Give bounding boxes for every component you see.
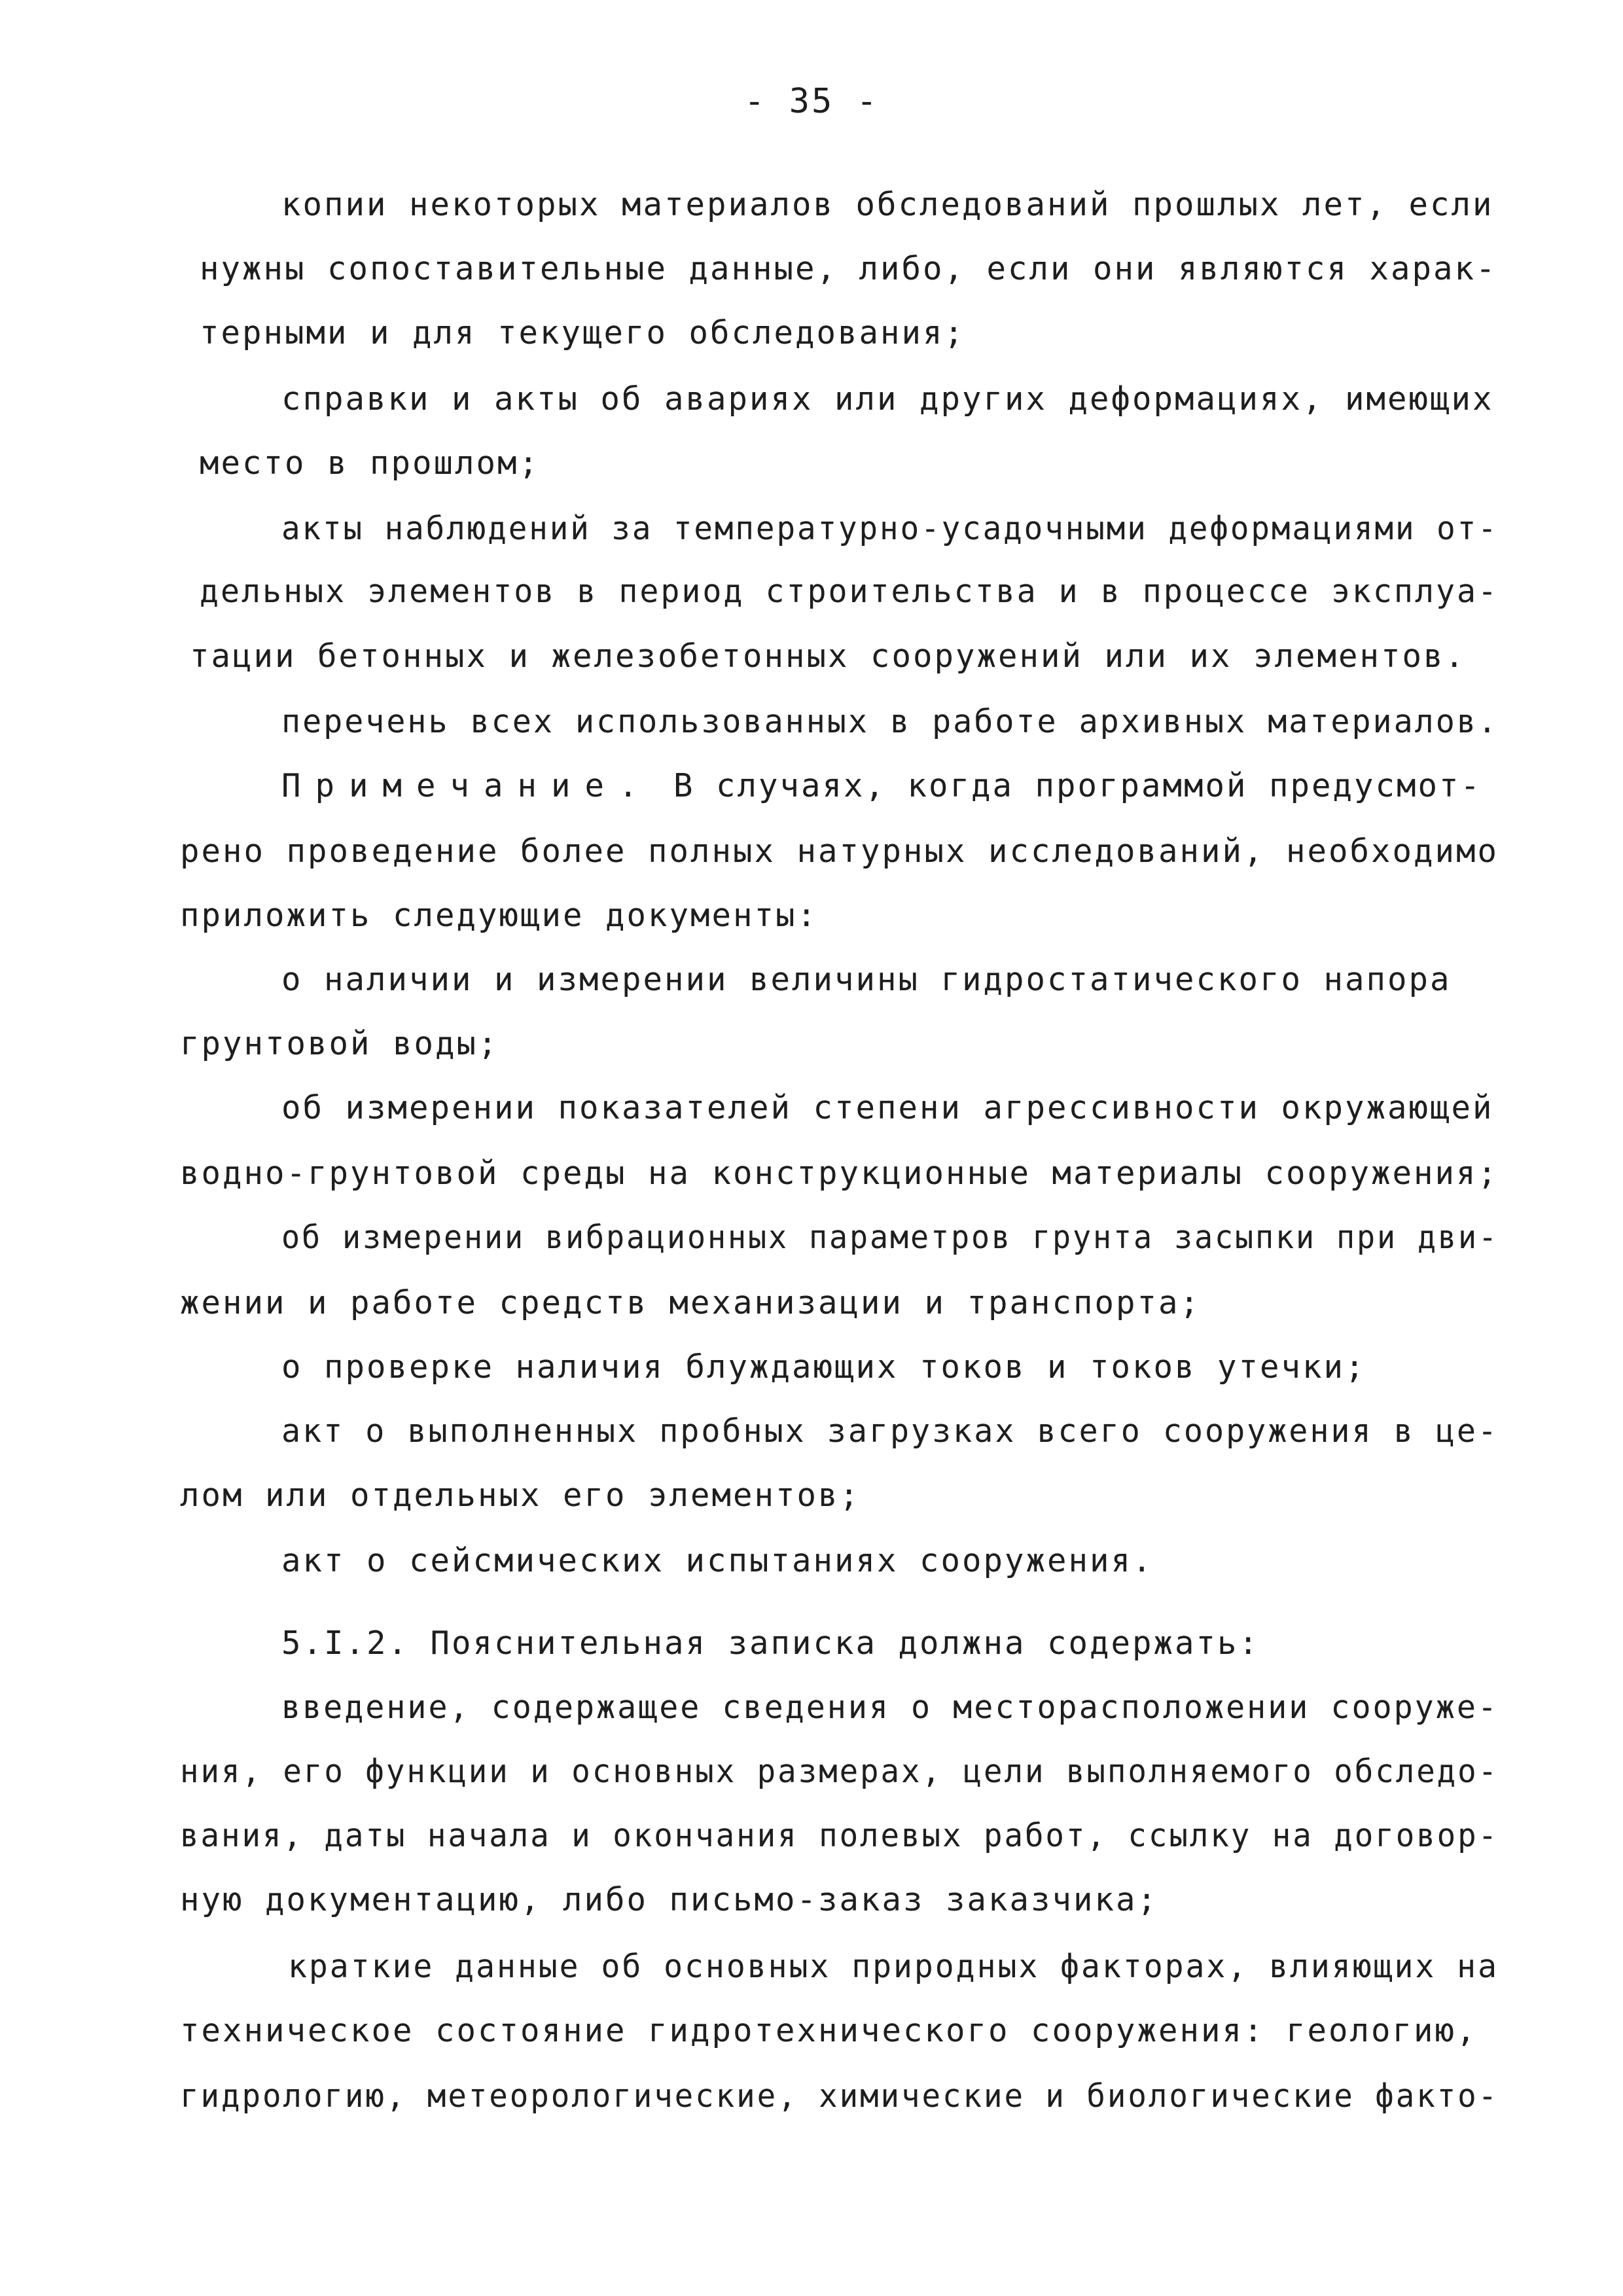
- text-line: тации бетонных и железобетонных сооружений или их элементов.: [190, 637, 1467, 675]
- text-line: терными и для текущего обследования;: [200, 314, 966, 351]
- text-line: лом или отдельных его элементов;: [180, 1477, 861, 1514]
- text-line: об измерении вибрационных параметров грунта засыпки при дви-: [281, 1219, 1499, 1256]
- text-line: о наличии и измерении величины гидростатического напора: [281, 961, 1452, 998]
- text-line: перечень всех использованных в работе архивных материалов.: [281, 703, 1499, 740]
- section-heading: 5.I.2. Пояснительная записка должна содержать:: [281, 1624, 1260, 1662]
- text-line: вания, даты начала и окончания полевых работ, ссылку на договор-: [180, 1817, 1499, 1854]
- text-line: об измерении показателей степени агрессивности окружающей: [281, 1089, 1494, 1126]
- page-number: - 35 -: [744, 82, 879, 121]
- text-line: акты наблюдений за температурно-усадочными деформациями от-: [281, 510, 1499, 547]
- text-line: рено проведение более полных натурных исследований, необходимо: [180, 833, 1499, 870]
- note-label: Примечание.: [281, 767, 652, 804]
- text-line: введение, содержащее сведения о месторасположении сооруже-: [281, 1689, 1499, 1726]
- text-line: нужны сопоставительные данные, либо, если они являются харак-: [200, 250, 1497, 287]
- text-line: краткие данные об основных природных факторах, влияющих на: [288, 1948, 1499, 1985]
- text-line: акт о выполненных пробных загрузках всего сооружения в це-: [281, 1412, 1499, 1450]
- text-line: ную документацию, либо письмо-заказ заказчика;: [180, 1881, 1159, 1918]
- text-line: о проверке наличия блуждающих токов и токов утечки;: [281, 1348, 1366, 1386]
- text-line: справки и акты об авариях или других деформациях, имеющих: [281, 380, 1494, 418]
- text-line: акт о сейсмических испытаниях сооружения.: [281, 1542, 1154, 1579]
- note-text: В случаях, когда программой предусмот-: [673, 767, 1482, 804]
- note-line: [281, 767, 1482, 804]
- text-line: водно-грунтовой среды на конструкционные материалы сооружения;: [180, 1155, 1499, 1192]
- text-line: место в прошлом;: [200, 444, 541, 482]
- text-line: гидрологию, метеорологические, химические и биологические факто-: [180, 2077, 1499, 2115]
- text-line: жении и работе средств механизации и транспорта;: [180, 1284, 1202, 1321]
- text-line: техническое состояние гидротехнического сооружения: геологию,: [180, 2012, 1478, 2049]
- text-line: приложить следующие документы:: [180, 897, 819, 934]
- text-line: копии некоторых материалов обследований прошлых лет, если: [281, 186, 1494, 223]
- text-line: грунтовой воды;: [180, 1025, 499, 1062]
- text-line: ния, его функции и основных размерах, цели выполняемого обследо-: [180, 1753, 1499, 1790]
- text-line: дельных элементов в период строительства и в процессе эксплуа-: [200, 573, 1499, 610]
